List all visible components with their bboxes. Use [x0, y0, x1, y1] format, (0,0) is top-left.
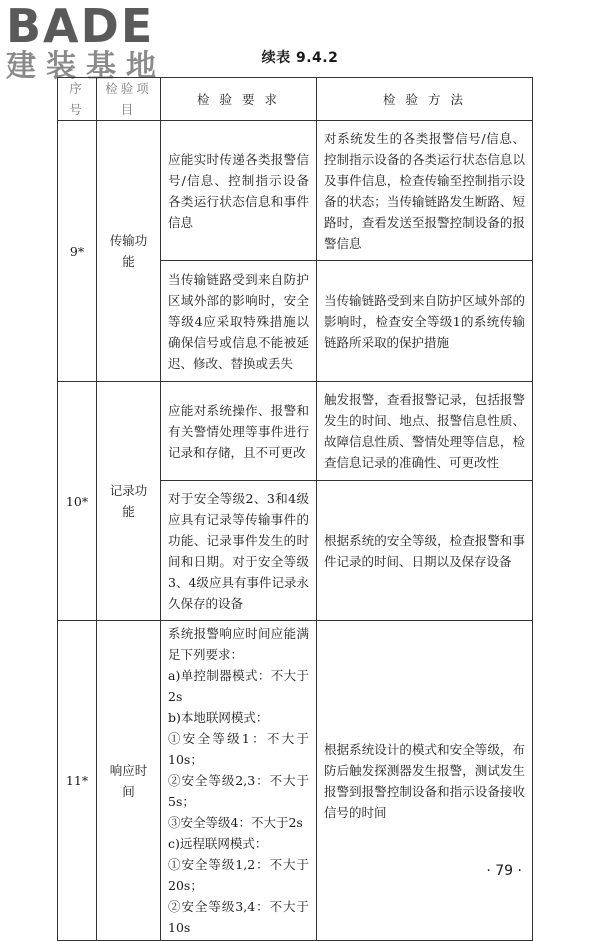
header-no: 序号 [58, 78, 97, 121]
header-requirement: 检 验 要 求 [161, 78, 317, 121]
row-requirement [161, 621, 317, 941]
row-method: 触发报警，查看报警记录，包括报警发生的时间、地点、报警信息性质、故障信息性质、警情处理等信息，检查信息记录的准确性、可更改性 [317, 382, 533, 481]
row-method: 根据系统设计的模式和安全等级，布防后触发探测器发生报警，测试发生报警到报警控制设备和指示设备接收信号的时间 [317, 621, 533, 941]
row-method: 对系统发生的各类报警信号/信息、控制指示设备的各类运行状态信息以及事件信息，检查传输至控制指示设备的状态；当传输链路发生断路、短路时，查看发送至报警控制设备的报警信息 [317, 121, 533, 261]
table-header-row [58, 78, 533, 121]
requirement-line: ①安全等级1,2：不大于20s； [168, 857, 309, 893]
row-method: 当传输链路受到来自防护区域外部的影响时，检查安全等级1的系统传输链路所采取的保护措施 [317, 261, 533, 382]
row-requirement: 应能实时传递各类报警信号/信息、控制指示设备各类运行状态信息和事件信息 [161, 121, 317, 261]
row-item: 传输功能 [97, 121, 161, 382]
requirement-line: ①安全等级1：不大于10s； [168, 731, 309, 767]
row-method: 根据系统的安全等级，检查报警和事件记录的时间、日期以及保存设备 [317, 481, 533, 621]
requirement-line: b)本地联网模式： [168, 710, 269, 725]
requirement-line: c)远程联网模式： [168, 836, 268, 851]
requirement-line: 系统报警响应时间应能满足下列要求： [168, 626, 309, 662]
row-item: 响应时间 [97, 621, 161, 941]
row-number: 10* [58, 382, 97, 621]
header-item: 检验项目 [97, 78, 161, 121]
watermark-subtitle: 建装基地 [6, 49, 166, 84]
row-number: 9* [58, 121, 97, 382]
row-requirement: 对于安全等级2、3和4级应具有记录等传输事件的功能、记录事件发生的时间和日期。对于安全等级3、4级应具有事件记录永久保存的设备 [161, 481, 317, 621]
row-requirement: 当传输链路受到来自防护区域外部的影响时，安全等级4应采取特殊措施以确保信号或信息不能被延迟、修改、替换或丢失 [161, 261, 317, 382]
table-caption: 续表 9.4.2 [261, 50, 339, 66]
watermark-brand: BADE [6, 0, 155, 53]
header-method: 检 验 方 法 [317, 78, 533, 121]
row-item: 记录功能 [97, 382, 161, 621]
requirement-line: a)单控制器模式：不大于2s [168, 668, 309, 704]
row-requirement: 应能对系统操作、报警和有关警情处理等事件进行记录和存储，且不可更改 [161, 382, 317, 481]
requirement-line: ②安全等级2,3：不大于5s； [168, 773, 309, 809]
requirement-line: ②安全等级3,4：不大于10s [168, 899, 309, 935]
inspection-table [57, 77, 533, 941]
table-row [58, 382, 533, 481]
requirement-line: ③安全等级4：不大于2s [168, 815, 303, 830]
row-number: 11* [58, 621, 97, 941]
table-row [58, 121, 533, 261]
table-row [58, 621, 533, 941]
page-number: · 79 · [486, 863, 522, 879]
watermark-logo [6, 0, 181, 84]
